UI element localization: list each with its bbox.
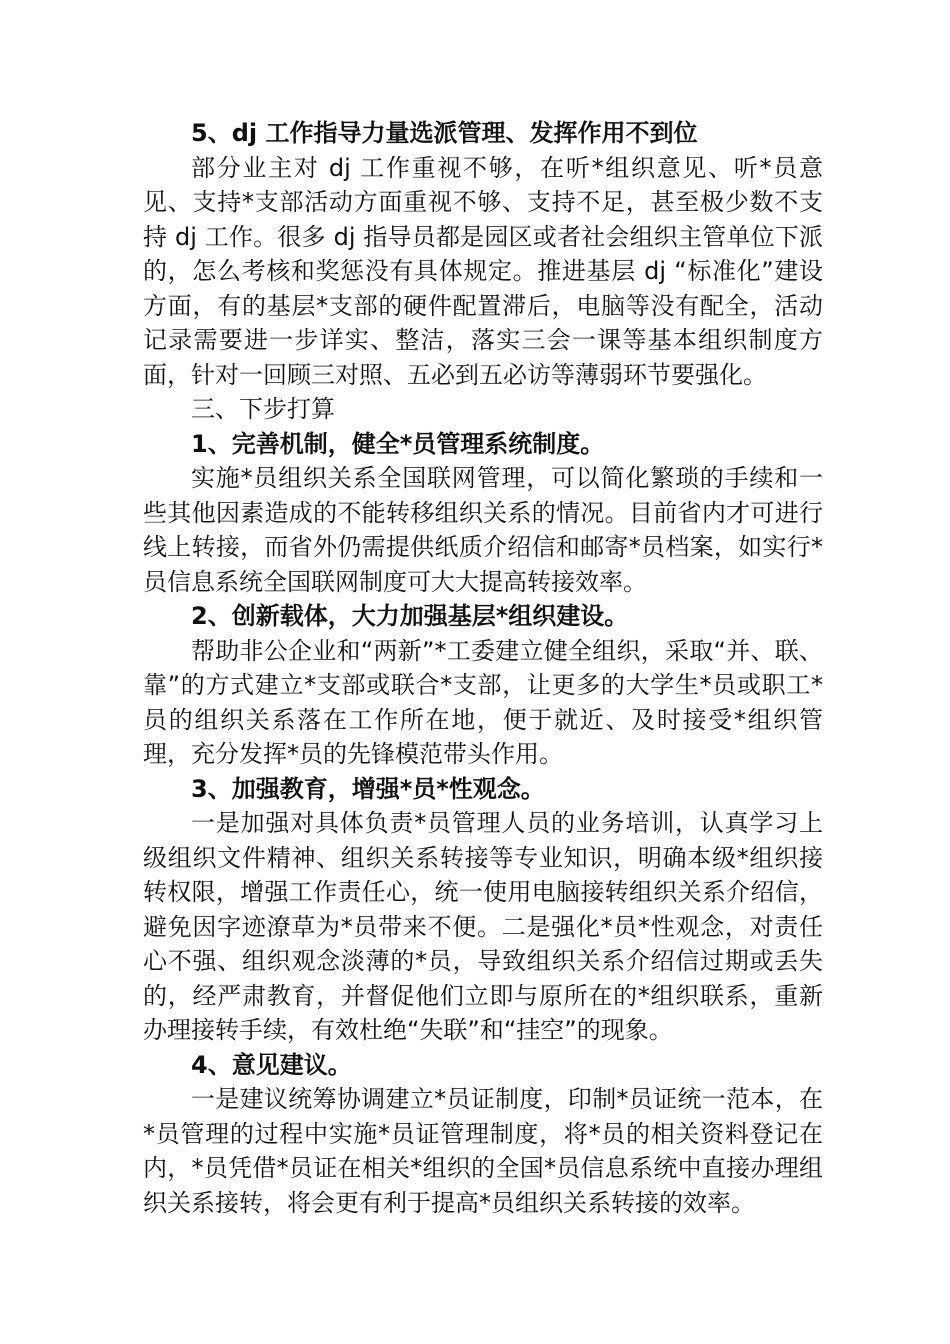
paragraph-dj-guidance-issues: 部分业主对 dj 工作重视不够，在听*组织意见、听*员意见、支持*支部活动方面重视不够、支持不足，甚至极少数不支持 dj 工作。很多 dj 指导员都是园区或者社会组织主管单位下派的，怎么考核和奖惩没有具体规定。推进基层 dj “标准化”建设方面，有的基层*支部的硬件配置滞后，电脑等没有配全，活动记录需要进一步详实、整洁，落实三会一课等基本组织制度方面，针对一回顾三对照、五必到五必访等薄弱环节要强化。	[143, 153, 823, 389]
paragraph-suggestions: 一是建议统筹协调建立*员证制度，印制*员证统一范本，在*员管理的过程中实施*员证管理制度，将*员的相关资料登记在内，*员凭借*员证在相关*组织的全国*员信息系统中直接办理组织关系接转，将会更有利于提高*员组织关系转接的效率。	[143, 1085, 823, 1217]
document-body	[143, 116, 823, 1220]
section-heading-dj-guidance: 5、dj 工作指导力量选派管理、发挥作用不到位	[191, 119, 698, 147]
section-heading-strengthen-education: 3、加强教育，增强*员*性观念。	[191, 774, 545, 803]
paragraph-strengthen-education: 一是加强对具体负责*员管理人员的业务培训，认真学习上级组织文件精神、组织关系转接等专业知识，明确本级*组织接转权限，增强工作责任心，统一使用电脑接转组织关系介绍信，避免因字迹潦草为*员带来不便。二是强化*员*性观念，对责任心不强、组织观念淡薄的*员，导致组织关系介绍信过期或丢失的，经严肃教育，并督促他们立即与原所在的*组织联系，重新办理接转手续，有效杜绝“失联”和“挂空”的现象。	[143, 809, 823, 1044]
section-heading-suggestions: 4、意见建议。	[191, 1050, 352, 1079]
paragraph-improve-mechanism: 实施*员组织关系全国联网管理，可以简化繁琐的手续和一些其他因素造成的不能转移组织关系的情况。目前省内才可进行线上转接，而省外仍需提供纸质介绍信和邮寄*员档案，如实行*员信息系统全国联网制度可大大提高转接效率。	[143, 464, 823, 596]
paragraph-innovate-carrier: 帮助非公企业和“两新”*工委建立健全组织，采取“并、联、靠”的方式建立*支部或联合*支部，让更多的大学生*员或职工*员的组织关系落在工作所在地，便于就近、及时接受*组织管理，充分发挥*员的先锋模范带头作用。	[143, 636, 823, 768]
section-heading-improve-mechanism: 1、完善机制，健全*员管理系统制度。	[191, 429, 605, 458]
section-title-next-steps: 三、下步打算	[191, 395, 335, 423]
section-heading-innovate-carrier: 2、创新载体，大力加强基层*组织建设。	[191, 602, 629, 630]
